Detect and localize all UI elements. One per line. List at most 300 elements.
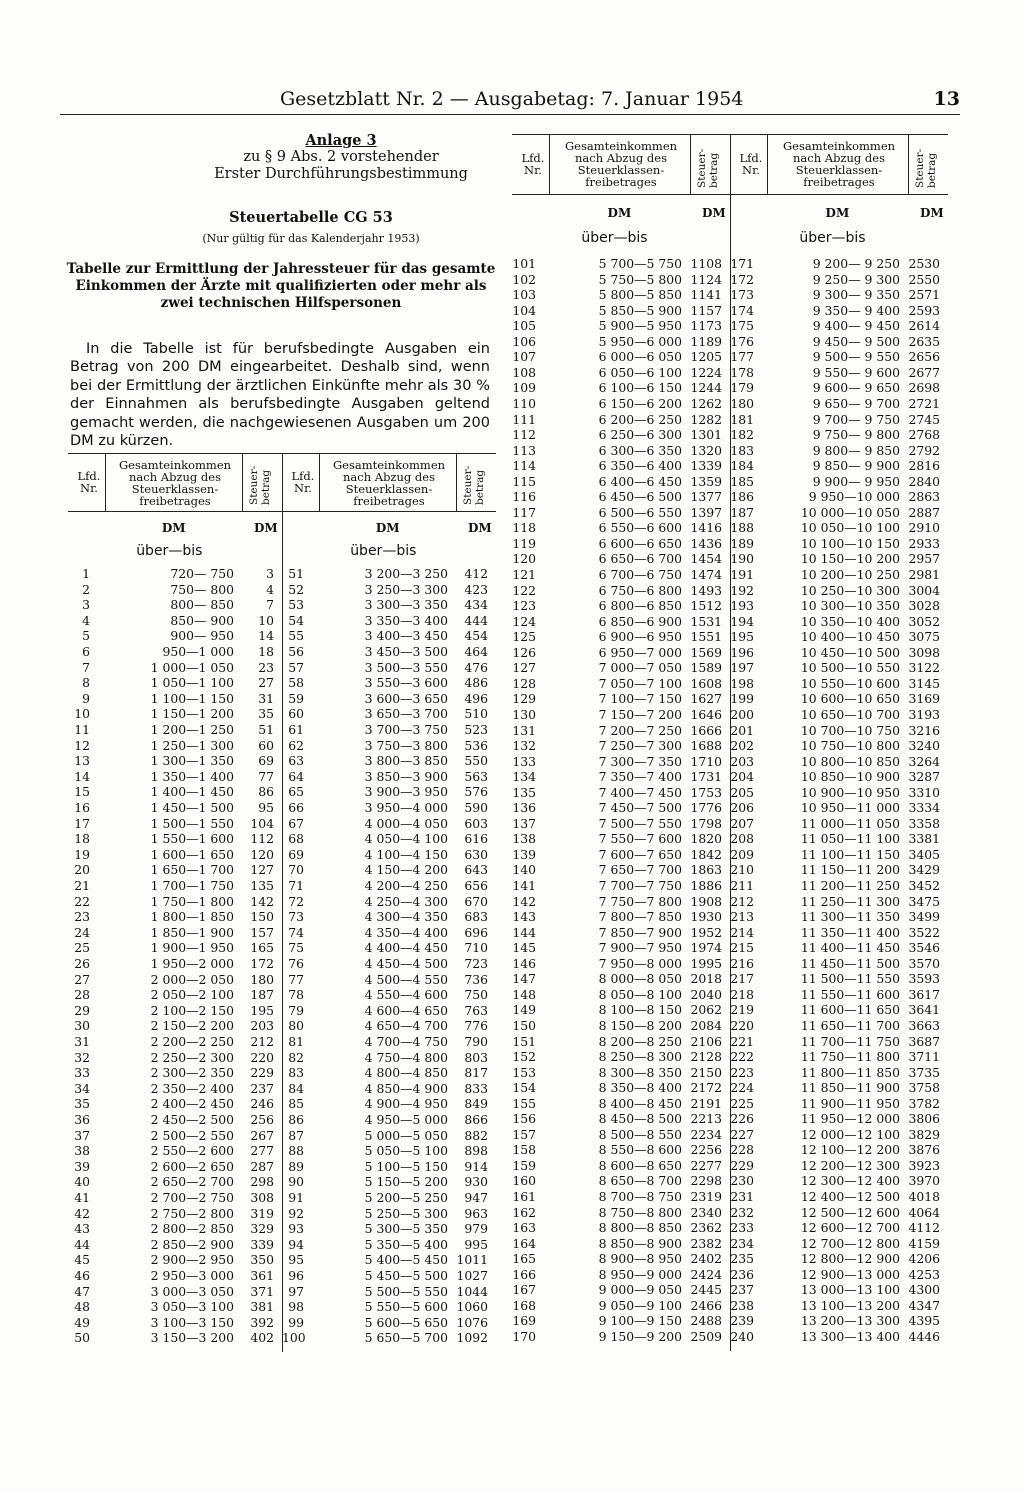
row-number: 194 [730,613,754,629]
row-number: 90 [288,1174,304,1190]
row-number: 234 [730,1235,754,1251]
tax-amount: 898 [464,1143,488,1159]
table-row [512,1236,730,1251]
income-range: 12 100—12 200 [800,1142,900,1158]
tax-amount: 1569 [690,644,722,660]
table-row [68,784,282,799]
table-row [730,1127,948,1142]
row-number: 79 [288,1002,304,1018]
table-row [282,1128,496,1143]
row-number: 72 [288,893,304,909]
income-range: 7 300—7 350 [598,753,682,769]
income-range: 4 850—4 900 [364,1080,448,1096]
table-row [282,628,496,643]
tax-amount: 2530 [908,256,940,271]
income-range: 5 800—5 850 [598,287,682,303]
tax-amount: 2792 [908,442,940,458]
table-row [512,1018,730,1033]
tax-amount: 1124 [690,271,722,287]
row-number: 202 [730,738,754,754]
income-range: 6 350—6 400 [598,458,682,474]
income-range: 4 600—4 650 [364,1002,448,1018]
table-row [512,1189,730,1204]
table-row [282,1112,496,1127]
income-range: 8 450—8 500 [598,1111,682,1127]
income-range: 2 050—2 100 [150,987,234,1003]
table-row [730,645,948,660]
row-number: 176 [730,333,754,349]
table-row [512,287,730,302]
unit-dm-tax: DM [702,206,726,220]
income-range: 2 450—2 500 [150,1112,234,1127]
table-row [282,769,496,784]
table-title: Steuertabelle CG 53 [229,209,393,226]
tax-amount: 1454 [690,551,722,567]
row-number: 33 [74,1065,90,1081]
income-range: 3 050—3 100 [150,1299,234,1315]
income-range: 9 450— 9 500 [812,333,900,349]
row-number: 56 [288,644,304,659]
income-range: 9 500— 9 550 [812,349,900,365]
table-row [512,1282,730,1297]
tax-amount: 256 [250,1112,274,1127]
income-range: 1 050—1 100 [150,675,234,691]
tax-amount: 1076 [456,1314,488,1330]
table-row [730,940,948,955]
income-range: 5 550—5 600 [364,1299,448,1315]
income-range: 7 900—7 950 [598,940,682,956]
table-row [512,723,730,738]
row-number: 208 [730,831,754,847]
table-row [730,1329,948,1344]
table-row [730,1236,948,1251]
table-row [68,613,282,628]
table-row [282,1190,496,1205]
row-number: 20 [74,862,90,878]
row-number: 64 [288,768,304,784]
row-number: 152 [512,1049,536,1065]
row-number: 187 [730,504,754,520]
income-range: 8 050—8 100 [598,986,682,1002]
table-row [512,1298,730,1313]
row-number: 81 [288,1034,304,1049]
row-number: 120 [512,551,536,567]
tax-amount: 1666 [690,722,722,738]
table-row [512,862,730,877]
tax-amount: 3546 [908,940,940,956]
tax-amount: 3216 [908,722,940,738]
row-number: 237 [730,1282,754,1298]
tax-amount: 4253 [908,1266,940,1282]
income-range: 7 450—7 500 [598,800,682,816]
table-row [68,675,282,690]
table-row [282,847,496,862]
row-number: 109 [512,380,536,396]
tax-amount: 643 [464,862,488,878]
tax-amount: 2933 [908,535,940,551]
row-number: 69 [288,846,304,862]
tax-amount: 696 [464,924,488,940]
table-row [512,365,730,380]
row-number: 141 [512,878,536,893]
tax-amount: 1589 [690,660,722,676]
row-number: 168 [512,1297,536,1313]
income-range: 2 700—2 750 [150,1190,234,1205]
header-divider [690,134,691,194]
table-row [282,1221,496,1236]
tax-amount: 930 [464,1174,488,1190]
row-number: 233 [730,1220,754,1236]
tax-amount: 947 [464,1190,488,1205]
row-number: 236 [730,1266,754,1282]
income-range: 4 100—4 150 [364,846,448,862]
income-range: 10 450—10 500 [800,644,900,660]
row-number: 23 [74,909,90,925]
row-number: 169 [512,1313,536,1329]
tax-amount: 246 [250,1096,274,1112]
row-number: 228 [730,1142,754,1158]
table-row [68,1081,282,1096]
income-range: 11 250—11 300 [800,893,900,909]
income-range: 8 200—8 250 [598,1033,682,1049]
row-number: 2 [82,581,90,597]
tax-amount: 1798 [690,815,722,831]
tax-amount: 172 [250,956,274,971]
income-range: 6 600—6 650 [598,535,682,551]
tax-amount: 2424 [690,1266,722,1282]
row-number: 190 [730,551,754,567]
table-row [282,1206,496,1221]
income-range: 10 500—10 550 [800,660,900,676]
header-gesamt-line-3: Steuerklassen- [577,163,665,177]
header-steuerbetrag [462,466,486,505]
row-number: 97 [288,1283,304,1299]
row-number: 27 [74,971,90,987]
row-number: 37 [74,1127,90,1143]
table-row [282,1268,496,1283]
tax-amount: 2277 [690,1157,722,1173]
row-number: 164 [512,1235,536,1251]
table-row [282,972,496,987]
tax-amount: 866 [464,1112,488,1127]
table-row [512,800,730,815]
tax-amount: 2172 [690,1080,722,1096]
income-range: 4 800—4 850 [364,1065,448,1081]
tax-amount: 882 [464,1127,488,1143]
table-row [68,1018,282,1033]
tax-amount: 963 [464,1205,488,1221]
table-row [512,536,730,551]
table-row [730,987,948,1002]
table-row [730,1189,948,1204]
income-range: 11 550—11 600 [800,986,900,1002]
income-range: 13 100—13 200 [800,1297,900,1313]
tax-amount: 2745 [908,411,940,427]
tax-amount: 229 [250,1065,274,1081]
income-range: 1 300—1 350 [150,753,234,769]
tax-amount: 563 [464,768,488,784]
income-range: 8 900—8 950 [598,1251,682,1267]
row-number: 34 [74,1080,90,1096]
tax-amount: 464 [464,644,488,659]
table-row [512,645,730,660]
row-number: 73 [288,909,304,925]
tax-amount: 4395 [908,1313,940,1329]
row-number: 46 [74,1268,90,1283]
tax-amount: 3570 [908,955,940,971]
tax-amount: 476 [464,659,488,675]
table-row [282,1018,496,1033]
table-row [512,878,730,893]
table-row [282,1034,496,1049]
header-gesamteinkommen [552,140,690,188]
tax-amount: 616 [464,831,488,847]
row-number: 217 [730,971,754,987]
income-range: 4 950—5 000 [364,1112,448,1127]
income-range: 1 000—1 050 [150,659,234,675]
tax-amount: 2382 [690,1235,722,1251]
header-gesamt-line-1: Gesamteinkommen [782,139,896,153]
row-number: 200 [730,706,754,722]
header-gesamt-line-1: Gesamteinkommen [564,139,678,153]
income-range: 3 000—3 050 [150,1283,234,1299]
tax-amount: 3405 [908,846,940,862]
income-range: 7 700—7 750 [598,878,682,893]
income-range: 5 750—5 800 [598,271,682,287]
table-row [512,925,730,940]
header-lfd: Lfd. [521,151,545,165]
tax-amount: 656 [464,878,488,893]
income-range: 11 850—11 900 [800,1080,900,1096]
table-row [730,1065,948,1080]
tax-amount: 1995 [690,955,722,971]
income-range: 5 950—6 000 [598,333,682,349]
income-range: 13 200—13 300 [800,1313,900,1329]
row-number: 213 [730,909,754,925]
income-range: 11 600—11 650 [800,1002,900,1018]
table-row [730,629,948,644]
table-row [68,769,282,784]
tax-amount: 60 [258,737,274,753]
tax-amount: 3970 [908,1173,940,1189]
income-range: 10 800—10 850 [800,753,900,769]
table-row [730,800,948,815]
tax-amount: 2150 [690,1064,722,1080]
table-row [730,412,948,427]
row-number: 209 [730,846,754,862]
tax-amount: 51 [258,722,274,737]
row-number: 142 [512,893,536,909]
income-range: 12 200—12 300 [800,1157,900,1173]
table-row [730,489,948,504]
income-range: 11 350—11 400 [800,924,900,940]
table-row [282,940,496,955]
income-range: 2 550—2 600 [150,1143,234,1159]
income-range: 1 950—2 000 [150,956,234,971]
table-row [282,1315,496,1330]
table-row [730,287,948,302]
row-number: 89 [288,1158,304,1174]
table-row [282,956,496,971]
table-row [282,894,496,909]
income-range: 8 800—8 850 [598,1220,682,1236]
tax-amount: 1627 [690,691,722,707]
row-number: 53 [288,597,304,613]
tax-amount: 3358 [908,815,940,831]
header-gesamt-line-1: Gesamteinkommen [118,458,232,472]
income-range: 6 800—6 850 [598,598,682,614]
row-number: 49 [74,1314,90,1330]
table-row [282,909,496,924]
row-number: 104 [512,302,536,318]
row-number: 84 [288,1080,304,1096]
table-row [512,272,730,287]
income-range: 12 300—12 400 [800,1173,900,1189]
tax-amount: 2466 [690,1297,722,1313]
tax-amount: 670 [464,893,488,909]
row-number: 22 [74,893,90,909]
table-row [68,753,282,768]
row-number: 19 [74,846,90,862]
tax-amount: 319 [250,1205,274,1221]
income-range: 4 050—4 100 [364,831,448,847]
income-range: 9 600— 9 650 [812,380,900,396]
income-range: 4 150—4 200 [364,862,448,878]
tax-amount: 1436 [690,535,722,551]
tax-amount: 3735 [908,1064,940,1080]
income-range: 6 750—6 800 [598,582,682,598]
tax-amount: 2402 [690,1251,722,1267]
tax-amount: 444 [464,612,488,628]
table-row [730,1002,948,1017]
table-row [282,1174,496,1189]
tax-amount: 423 [464,581,488,597]
row-number: 135 [512,784,536,800]
table-row [730,334,948,349]
table-row [68,987,282,1002]
table-row [512,1002,730,1017]
income-range: 12 600—12 700 [800,1220,900,1236]
table-row [68,1003,282,1018]
table-row [68,909,282,924]
row-number: 185 [730,473,754,489]
tax-amount: 127 [250,862,274,878]
table-row [68,582,282,597]
row-number: 224 [730,1080,754,1096]
tax-amount: 220 [250,1049,274,1065]
row-number: 170 [512,1328,536,1344]
row-number: 12 [74,737,90,753]
row-number: 47 [74,1283,90,1299]
income-range: 10 300—10 350 [800,598,900,614]
income-range: 11 150—11 200 [800,862,900,878]
table-row [730,956,948,971]
tax-amount: 1551 [690,629,722,645]
income-range: 4 500—4 550 [364,971,448,987]
tax-amount: 3876 [908,1142,940,1158]
table-row [282,800,496,815]
table-row [282,738,496,753]
header-gesamteinkommen [108,459,242,507]
row-number: 91 [288,1190,304,1205]
income-range: 5 150—5 200 [364,1174,448,1190]
income-range: 750— 800 [170,581,234,597]
tax-amount: 2677 [908,364,940,380]
table-row [730,847,948,862]
table-heading: Tabelle zur Ermittlung der Jahressteuer für das gesamte Einkommen der Ärzte mit qualifizierten oder mehr als zwei technischen Hilfspersonen [66,261,496,311]
tax-amount: 4159 [908,1235,940,1251]
row-number: 114 [512,458,536,474]
tax-amount: 590 [464,800,488,815]
table-row [68,1128,282,1143]
income-range: 9 200— 9 250 [812,256,900,271]
tax-amount: 2698 [908,380,940,396]
table-row [512,1034,730,1049]
income-range: 9 000—9 050 [598,1282,682,1298]
tax-amount: 1731 [690,769,722,785]
income-range: 3 400—3 450 [364,628,448,644]
row-number: 9 [82,690,90,706]
row-number: 156 [512,1111,536,1127]
row-number: 96 [288,1268,304,1283]
row-number: 181 [730,411,754,427]
income-range: 4 450—4 500 [364,956,448,971]
row-number: 130 [512,706,536,722]
table-row [512,691,730,706]
income-range: 5 400—5 450 [364,1252,448,1268]
table-row [512,551,730,566]
row-number: 108 [512,364,536,380]
table-row [512,614,730,629]
income-range: 8 350—8 400 [598,1080,682,1096]
tax-amount: 1301 [690,427,722,443]
table-row [68,816,282,831]
row-number: 211 [730,878,754,893]
row-number: 192 [730,582,754,598]
table-row [68,956,282,971]
table-row [68,1096,282,1111]
tax-amount: 2488 [690,1313,722,1329]
income-range: 12 000—12 100 [800,1126,900,1142]
income-range: 4 750—4 800 [364,1049,448,1065]
tax-amount: 2721 [908,395,940,411]
row-number: 80 [288,1018,304,1034]
row-number: 123 [512,598,536,614]
table-row [512,1251,730,1266]
row-number: 24 [74,924,90,940]
income-range: 1 750—1 800 [150,893,234,909]
tax-amount: 763 [464,1002,488,1018]
table-row [730,1298,948,1313]
tax-amount: 2084 [690,1017,722,1033]
table-row [282,706,496,721]
income-range: 11 050—11 100 [800,831,900,847]
tax-amount: 2319 [690,1189,722,1204]
row-number: 118 [512,520,536,536]
tax-amount: 736 [464,971,488,987]
header-divider [456,453,457,511]
income-range: 6 400—6 450 [598,473,682,489]
income-range: 1 600—1 650 [150,846,234,862]
header-gesamt-line-2: nach Abzug des [575,151,667,165]
tax-amount: 790 [464,1034,488,1049]
table-row [512,334,730,349]
row-number: 186 [730,489,754,505]
table-row [68,925,282,940]
row-number: 105 [512,318,536,334]
tax-amount: 2509 [690,1328,722,1344]
table-row [512,349,730,364]
